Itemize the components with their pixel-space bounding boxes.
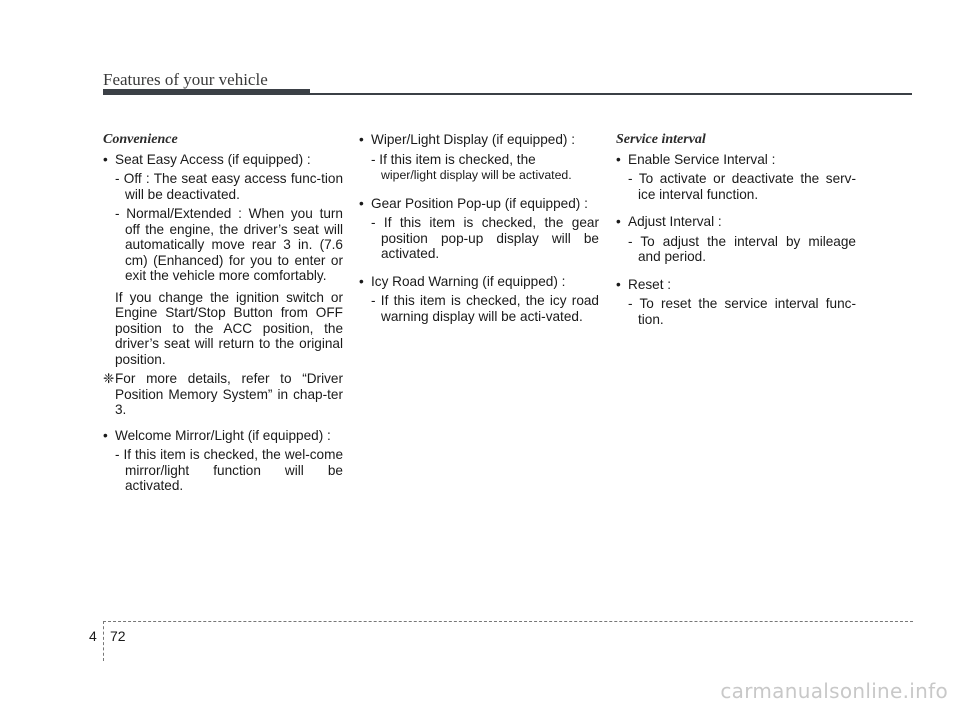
sub-seat-normal-extended: - Normal/Extended : When you turn off the engine, the driver’s seat will automatically move rear 3 in. (7.6 cm) (Enhanced) for you to enter or exit the vehicle more comfortably. [115,206,343,283]
sub-wiper-line-2: wiper/light display will be activated. [381,168,572,182]
header-rule-thick [103,89,310,95]
bullet-welcome-mirror-light: • Welcome Mirror/Light (if equipped) : [103,428,343,444]
page-header-title: Features of your vehicle [103,70,268,89]
sub-wiper-light-display [371,152,599,184]
sub-wiper-line-1: - If this item is checked, the [371,151,536,167]
sub-reset: - To reset the service interval func-tion. [628,296,856,327]
note-text: For more details, refer to “Driver Position Memory System” in chap-ter 3. [115,371,343,417]
section-title-service-interval: Service interval [616,132,706,147]
note-driver-position-memory [103,371,343,418]
column-middle [359,132,599,328]
sub-gear-position-popup: - If this item is checked, the gear position pop-up display will be activated. [371,215,599,261]
sub-seat-off: - Off : The seat easy access func-tion will be deactivated. [115,171,343,202]
column-right [616,132,856,331]
note-mark-icon: ❈ [103,371,115,386]
sub-icy-road-warning: - If this item is checked, the icy road warning display will be acti-vated. [371,293,599,324]
footer-rule [103,621,913,622]
header-rule-thin [310,93,912,95]
bullet-enable-service-interval: • Enable Service Interval : [616,152,856,168]
sub-adjust-interval: - To adjust the interval by mileage and period. [628,233,856,264]
bullet-seat-easy-access: • Seat Easy Access (if equipped) : [103,152,343,168]
page-number: 72 [110,628,126,644]
section-title-convenience: Convenience [103,132,178,147]
bullet-reset: • Reset : [616,277,856,293]
bullet-gear-position-popup: • Gear Position Pop-up (if equipped) : [359,196,599,212]
watermark-text: carmanualsonline.info [720,679,948,703]
column-left [103,132,343,498]
footer-divider [103,621,104,661]
bullet-adjust-interval: • Adjust Interval : [616,214,856,230]
bullet-wiper-light-display: • Wiper/Light Display (if equipped) : [359,132,599,148]
sub-welcome-mirror-light: - If this item is checked, the wel-come mirror/light function will be activated. [115,447,343,493]
bullet-icy-road-warning: • Icy Road Warning (if equipped) : [359,274,599,290]
paragraph-seat-return: If you change the ignition switch or Engine Start/Stop Button from OFF position to the ACC position, the driver’s seat will return to the original position. [115,289,343,367]
sub-enable-service-interval: - To activate or deactivate the serv-ice interval function. [628,171,856,202]
chapter-number: 4 [89,628,97,644]
